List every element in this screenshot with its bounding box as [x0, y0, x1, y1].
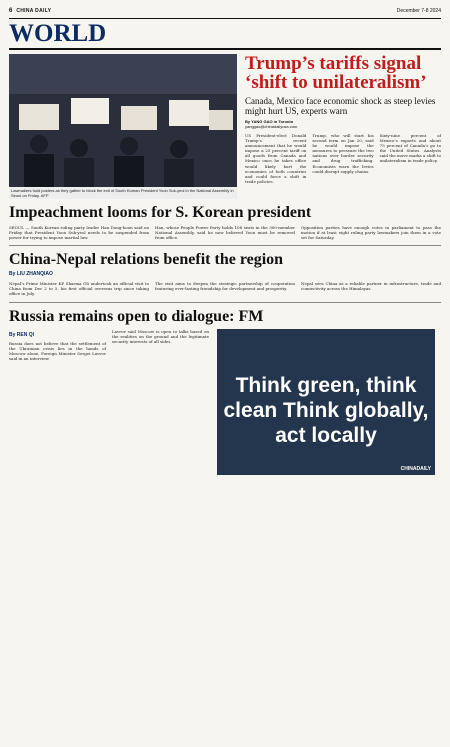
lead-byline: By YANG GAO in Toronto	[245, 119, 294, 124]
advertisement	[217, 329, 435, 475]
masthead	[9, 6, 441, 16]
lead-story	[245, 54, 441, 199]
impeach-headline: Impeachment looms for S. Korean president	[9, 204, 312, 221]
lead-col-3: Sixty-nine percent of Mexico’s exports and about 75 percent of Canada’s go to the United States. Analysts said the move marks a shift to unilateralism in trade policy.	[379, 133, 441, 164]
lead-subheadline: Canada, Mexico face economic shock as steep levies might hurt US, experts warn	[245, 96, 436, 116]
brand-logo: CHINA DAILY	[16, 8, 52, 14]
russia-headline: Russia remains open to dialogue: FM	[9, 307, 264, 325]
divider	[9, 18, 441, 19]
nepal-col-1: Nepal’s Prime Minister KP Sharma Oli undertook an official visit to China from Dec 2 to 5, his first official overseas trip since taking office in July.	[9, 281, 149, 297]
divider	[9, 302, 441, 303]
divider	[9, 48, 441, 50]
nepal-story	[9, 252, 441, 296]
lead-columns	[245, 133, 441, 184]
impeach-col-1: SEOUL — South Korean ruling party leader Han Dong-hoon said on Friday that President Yoon Suk-yeol needs to be suspended from power for trying to impose martial law.	[9, 225, 149, 241]
issue-date: December 7-8 2024	[396, 8, 441, 14]
ad-brand: CHINADAILY	[400, 465, 431, 472]
nepal-byline: By LIU ZHANQIAO	[9, 271, 53, 278]
page-number: 6	[9, 8, 13, 14]
russia-col-2: Lavrov said Moscow is open to talks based on the realities on the ground and the legitimate security interests of all sides.	[112, 328, 209, 344]
russia-and-ad	[9, 329, 441, 475]
nepal-headline: China-Nepal relations benefit the region	[9, 251, 284, 269]
nepal-columns	[9, 281, 441, 296]
section-title: WORLD	[9, 20, 107, 47]
top-section	[9, 54, 441, 199]
nepal-col-2: The visit aims to deepen the strategic partnership of cooperation featuring ever-lasting friendship for development and prosperity.	[155, 281, 295, 292]
impeach-col-3: Opposition parties have enough votes in parliament to pass the motion if at least eight ruling party lawmakers join them in a vote set for Saturday.	[301, 225, 441, 241]
ad-slogan: Think green, think clean Think globally, act locally	[223, 373, 429, 447]
lead-col-2: Trump, who will start his second term on Jan 20, said he would impose the measures to pressure the two nations over border security and drug trafficking. Economists warn the levies could disrupt supply chains.	[312, 133, 374, 174]
photo-caption: Lawmakers hold posters as they gather to block the exit of South Korean President Yoon Suk-yeol in the National Assembly in Seoul on Friday. AFP	[9, 187, 237, 199]
impeach-columns	[9, 225, 441, 240]
impeach-story	[9, 205, 441, 240]
russia-story	[9, 309, 441, 475]
lead-email: yanggao@chinadailyusa.com	[245, 124, 298, 129]
impeach-col-2: Han, whose People Power Party holds 108 seats in the 300-member National Assembly, said he now believed Yoon must be removed from office.	[155, 225, 295, 241]
russia-col-1: Russia does not believe that the settlement of the Ukrainian crisis lies in the hands of Moscow alone, Foreign Minister Sergei Lavrov said in an interview.	[9, 340, 106, 361]
lead-col-1: US President-elect Donald Trump’s recent announcement that he would impose a 25 percent tariff on all goods from Canada and Mexico once he takes office would likely hurt the economies of both countries and could force a shift in trade policies.	[245, 133, 307, 184]
russia-byline: By REN QI	[9, 331, 35, 338]
crowd-photo-illustration	[9, 54, 237, 199]
news-photo	[9, 54, 237, 199]
lead-headline: Trump’s tariffs signal ‘shift to unilateralism’	[245, 53, 427, 93]
nepal-col-3: Nepal sees China as a reliable partner in infrastructure, trade and connectivity across the Himalayas.	[301, 281, 441, 292]
russia-columns	[9, 329, 209, 475]
divider	[9, 245, 441, 246]
